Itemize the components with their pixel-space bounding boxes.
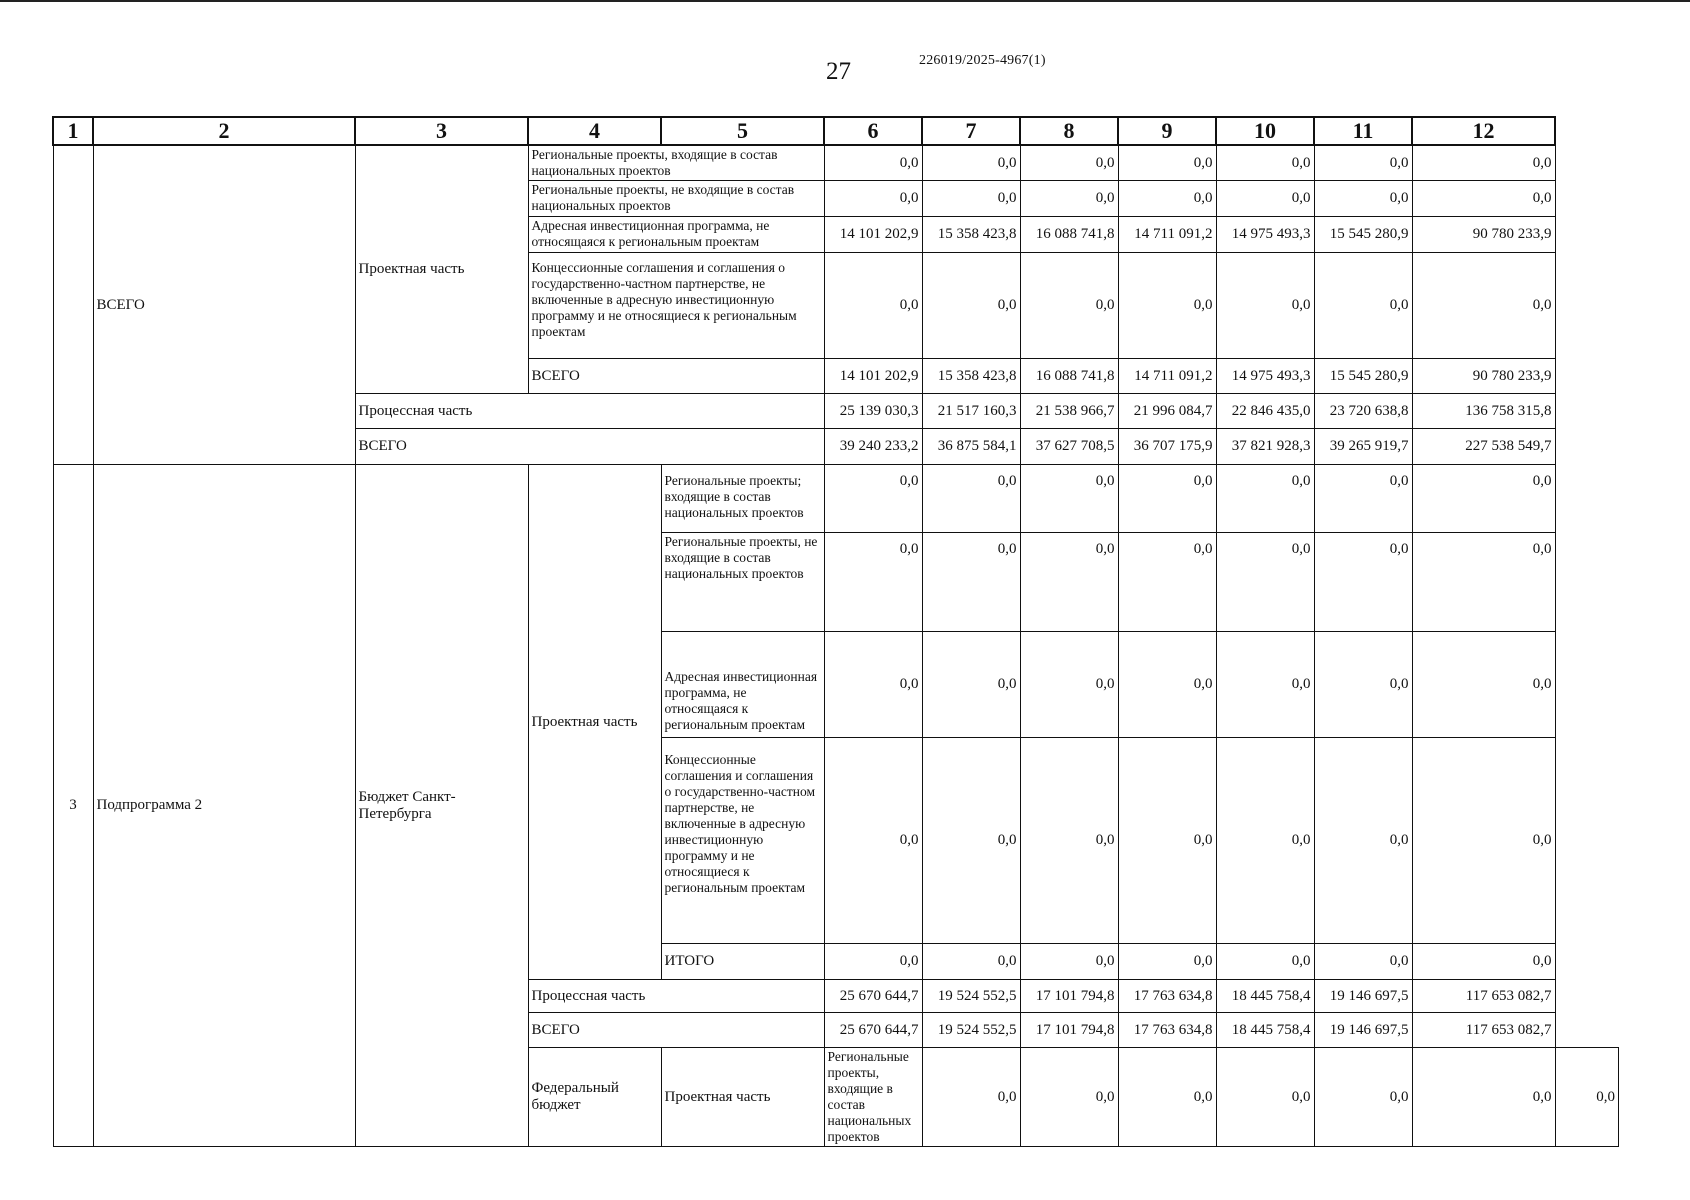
processnaya-label: Процессная часть (355, 394, 824, 429)
value-cell: 0,0 (1216, 1048, 1314, 1147)
subprogram-name: Подпрограмма 2 (93, 465, 355, 1147)
value-cell: 36 875 584,1 (922, 429, 1020, 465)
value-cell: 0,0 (1314, 738, 1412, 944)
value-cell: 0,0 (1020, 181, 1118, 217)
value-cell: 0,0 (922, 181, 1020, 217)
col-header: 3 (355, 117, 528, 145)
proektnaya-vsego-label: ВСЕГО (528, 359, 824, 394)
value-cell: 19 524 552,5 (922, 980, 1020, 1013)
value-cell: 0,0 (1216, 465, 1314, 533)
processnaya-label: Процессная часть (528, 980, 824, 1013)
value-cell: 0,0 (1314, 632, 1412, 738)
value-cell: 0,0 (1412, 145, 1555, 181)
value-cell: 117 653 082,7 (1412, 1013, 1555, 1048)
value-cell: 0,0 (1314, 181, 1412, 217)
col-header: 6 (824, 117, 922, 145)
value-cell: 0,0 (1020, 944, 1118, 980)
value-cell: 18 445 758,4 (1216, 980, 1314, 1013)
value-cell: 25 670 644,7 (824, 980, 922, 1013)
value-cell: 19 146 697,5 (1314, 1013, 1412, 1048)
grand-vsego-label: ВСЕГО (355, 429, 824, 465)
federal-budget-label: Федеральный бюджет (528, 1048, 661, 1147)
value-cell: 14 711 091,2 (1118, 359, 1216, 394)
value-cell: 39 240 233,2 (824, 429, 922, 465)
col-header: 10 (1216, 117, 1314, 145)
value-cell: 16 088 741,8 (1020, 359, 1118, 394)
value-cell: 25 670 644,7 (824, 1013, 922, 1048)
value-cell: 0,0 (922, 145, 1020, 181)
value-cell: 90 780 233,9 (1412, 217, 1555, 253)
value-cell: 0,0 (1216, 181, 1314, 217)
value-cell: 14 975 493,3 (1216, 359, 1314, 394)
reg-nat-label: Региональные проекты, входящие в состав национальных проектов (528, 145, 824, 181)
budget-spb-label: Бюджет Санкт-Петербурга (355, 465, 528, 1147)
value-cell: 0,0 (1314, 145, 1412, 181)
value-cell: 0,0 (1412, 181, 1555, 217)
page-number: 27 (826, 58, 851, 85)
value-cell: 0,0 (922, 944, 1020, 980)
value-cell: 0,0 (824, 145, 922, 181)
value-cell: 117 653 082,7 (1412, 980, 1555, 1013)
value-cell: 0,0 (1412, 632, 1555, 738)
value-cell: 0,0 (824, 738, 922, 944)
reg-nonnat-label: Региональные проекты, не входящие в состав национальных проектов (528, 181, 824, 217)
itogo-label: ИТОГО (661, 944, 824, 980)
col-header: 11 (1314, 117, 1412, 145)
value-cell: 21 517 160,3 (922, 394, 1020, 429)
value-cell: 0,0 (1555, 1048, 1619, 1147)
value-cell: 0,0 (824, 632, 922, 738)
reg-nat-label: Региональные проекты, входящие в состав национальных проектов (824, 1048, 922, 1147)
col-header: 12 (1412, 117, 1555, 145)
value-cell: 0,0 (1314, 253, 1412, 359)
value-cell: 18 445 758,4 (1216, 1013, 1314, 1048)
value-cell: 0,0 (1118, 533, 1216, 632)
value-cell: 0,0 (1020, 632, 1118, 738)
value-cell: 39 265 919,7 (1314, 429, 1412, 465)
value-cell: 21 996 084,7 (1118, 394, 1216, 429)
value-cell: 0,0 (1118, 738, 1216, 944)
value-cell: 0,0 (1020, 533, 1118, 632)
reg-nat-label: Региональные проекты; входящие в состав национальных проектов (661, 465, 824, 533)
value-cell: 37 821 928,3 (1216, 429, 1314, 465)
value-cell: 90 780 233,9 (1412, 359, 1555, 394)
value-cell: 0,0 (824, 533, 922, 632)
value-cell: 0,0 (1118, 944, 1216, 980)
value-cell: 0,0 (1314, 533, 1412, 632)
value-cell: 0,0 (1020, 145, 1118, 181)
value-cell: 22 846 435,0 (1216, 394, 1314, 429)
col-header: 4 (528, 117, 661, 145)
aip-label: Адресная инвестиционная программа, не относящаяся к региональным проектам (661, 632, 824, 738)
value-cell: 14 975 493,3 (1216, 217, 1314, 253)
value-cell: 0,0 (824, 465, 922, 533)
value-cell: 0,0 (922, 253, 1020, 359)
value-cell: 0,0 (1412, 1048, 1555, 1147)
value-cell: 0,0 (1118, 465, 1216, 533)
row-name-vsego: ВСЕГО (93, 145, 355, 465)
value-cell: 0,0 (1020, 1048, 1118, 1147)
value-cell: 15 358 423,8 (922, 217, 1020, 253)
value-cell: 0,0 (1020, 738, 1118, 944)
value-cell: 0,0 (922, 632, 1020, 738)
proektnaya-label: Проектная часть (528, 465, 661, 980)
value-cell: 0,0 (1412, 533, 1555, 632)
concession-label: Концессионные соглашения и соглашения о государственно-частном партнерстве, не включенные в адресную инвестиционную программу и не относящиеся к региональным проектам (661, 738, 824, 944)
value-cell: 227 538 549,7 (1412, 429, 1555, 465)
value-cell: 0,0 (1020, 465, 1118, 533)
value-cell: 17 763 634,8 (1118, 980, 1216, 1013)
proektnaya-label: Проектная часть (661, 1048, 824, 1147)
col-header: 1 (53, 117, 93, 145)
document-id: 226019/2025-4967(1) (919, 53, 1046, 68)
value-cell: 19 146 697,5 (1314, 980, 1412, 1013)
value-cell: 0,0 (1118, 1048, 1216, 1147)
value-cell: 0,0 (1412, 465, 1555, 533)
value-cell: 0,0 (824, 181, 922, 217)
aip-label: Адресная инвестиционная программа, не относящаяся к региональным проектам (528, 217, 824, 253)
value-cell: 0,0 (1216, 632, 1314, 738)
col-header: 5 (661, 117, 824, 145)
col-header: 9 (1118, 117, 1216, 145)
value-cell: 15 545 280,9 (1314, 359, 1412, 394)
value-cell: 15 358 423,8 (922, 359, 1020, 394)
table-row (53, 145, 1619, 181)
value-cell: 37 627 708,5 (1020, 429, 1118, 465)
value-cell: 0,0 (922, 1048, 1020, 1147)
value-cell: 17 101 794,8 (1020, 1013, 1118, 1048)
value-cell: 0,0 (1216, 944, 1314, 980)
value-cell: 0,0 (1118, 181, 1216, 217)
value-cell: 0,0 (1118, 253, 1216, 359)
value-cell: 17 763 634,8 (1118, 1013, 1216, 1048)
value-cell: 0,0 (1412, 738, 1555, 944)
value-cell: 136 758 315,8 (1412, 394, 1555, 429)
col-header: 2 (93, 117, 355, 145)
row-number-cell (53, 145, 93, 465)
value-cell: 0,0 (1314, 465, 1412, 533)
sub2-vsego-label: ВСЕГО (528, 1013, 824, 1048)
value-cell: 25 139 030,3 (824, 394, 922, 429)
value-cell: 17 101 794,8 (1020, 980, 1118, 1013)
value-cell: 0,0 (1314, 944, 1412, 980)
value-cell: 23 720 638,8 (1314, 394, 1412, 429)
value-cell: 36 707 175,9 (1118, 429, 1216, 465)
proektnaya-label: Проектная часть (355, 145, 528, 394)
header-row (53, 117, 1619, 145)
page-top-border (0, 0, 1690, 2)
value-cell: 0,0 (1412, 253, 1555, 359)
value-cell: 0,0 (1412, 944, 1555, 980)
budget-table (52, 116, 1619, 1147)
row-number: 3 (53, 465, 93, 1147)
value-cell: 0,0 (922, 465, 1020, 533)
col-header: 8 (1020, 117, 1118, 145)
value-cell: 0,0 (824, 944, 922, 980)
value-cell: 0,0 (1020, 253, 1118, 359)
value-cell: 14 711 091,2 (1118, 217, 1216, 253)
value-cell: 0,0 (1216, 533, 1314, 632)
value-cell: 15 545 280,9 (1314, 217, 1412, 253)
value-cell: 0,0 (1314, 1048, 1412, 1147)
value-cell: 19 524 552,5 (922, 1013, 1020, 1048)
concession-label: Концессионные соглашения и соглашения о государственно-частном партнерстве, не включенные в адресную инвестиционную программу и не относящиеся к региональным проектам (528, 253, 824, 359)
value-cell: 0,0 (1118, 145, 1216, 181)
value-cell: 0,0 (922, 738, 1020, 944)
value-cell: 0,0 (1118, 632, 1216, 738)
value-cell: 21 538 966,7 (1020, 394, 1118, 429)
value-cell: 16 088 741,8 (1020, 217, 1118, 253)
value-cell: 14 101 202,9 (824, 359, 922, 394)
col-header: 7 (922, 117, 1020, 145)
budget-table-wrapper (52, 116, 1619, 1147)
table-row (53, 465, 1619, 533)
value-cell: 0,0 (1216, 738, 1314, 944)
value-cell: 0,0 (1216, 145, 1314, 181)
value-cell: 0,0 (922, 533, 1020, 632)
reg-nonnat-label: Региональные проекты, не входящие в состав национальных проектов (661, 533, 824, 632)
value-cell: 0,0 (824, 253, 922, 359)
value-cell: 0,0 (1216, 253, 1314, 359)
value-cell: 14 101 202,9 (824, 217, 922, 253)
